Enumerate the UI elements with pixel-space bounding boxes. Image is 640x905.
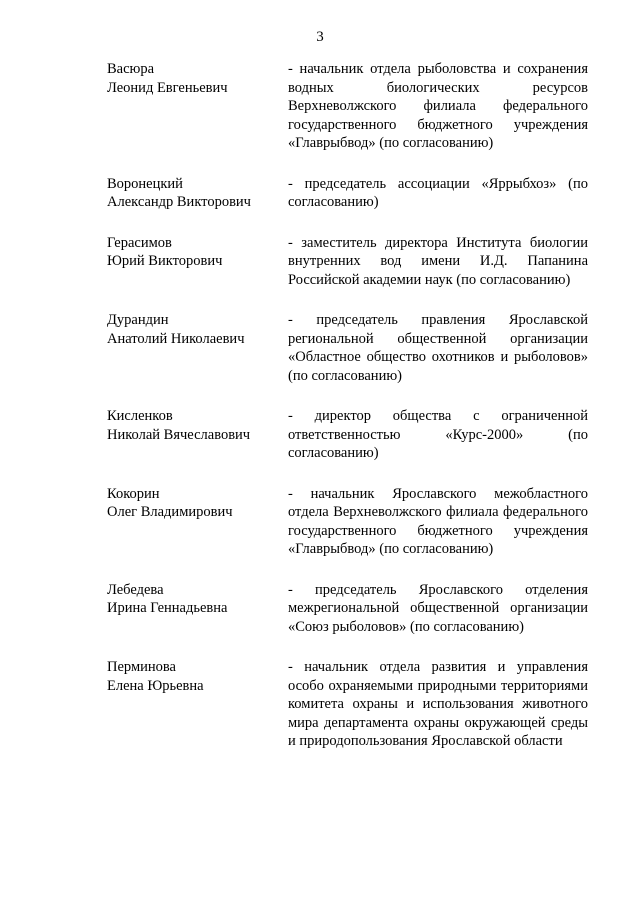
- member-role: - председатель Ярославского отделения межрегиональной общественной организации «Союз рыболовов» (по согласованию): [288, 581, 588, 635]
- member-surname: Кисленков: [107, 408, 173, 424]
- member-surname: Кокорин: [107, 485, 160, 502]
- member-given-names: Юрий Викторович: [107, 253, 223, 269]
- member-surname: Воронецкий: [107, 175, 183, 192]
- member-surname: Перминова: [107, 659, 176, 675]
- member-role: - председатель правления Ярославской региональной общественной организации «Областное общество охотников и рыболовов» (по согласованию): [288, 312, 588, 384]
- page-number: 3: [316, 29, 324, 45]
- member-name: [107, 485, 282, 559]
- member-entry: [107, 311, 588, 385]
- member-entry: [107, 658, 588, 751]
- member-given-names: Александр Викторович: [107, 194, 251, 210]
- member-name: [107, 407, 282, 463]
- member-surname: Лебедева: [107, 581, 164, 598]
- member-given-names: Николай Вячеславович: [107, 426, 251, 443]
- member-name: [107, 175, 282, 212]
- member-role: - председатель ассоциации «Яррыбхоз» (по согласованию): [288, 175, 588, 210]
- member-given-names: Анатолий Николаевич: [107, 330, 245, 347]
- member-name: [107, 581, 282, 637]
- member-entry: [107, 581, 588, 637]
- member-entry: [107, 234, 588, 290]
- member-name: [107, 60, 282, 153]
- member-entry: [107, 175, 588, 212]
- member-given-names: Ирина Геннадьевна: [107, 600, 228, 616]
- member-role: - начальник Ярославского межобластного отдела Верхневолжского филиала федерального государственного бюджетного учреждения «Главрыбвод» (по согласованию): [288, 485, 588, 557]
- member-surname: Васюра: [107, 61, 155, 77]
- member-name: [107, 311, 282, 385]
- member-roster: [107, 60, 588, 773]
- member-name: [107, 658, 282, 751]
- member-role: - начальник отдела рыболовства и сохранения водных биологических ресурсов Верхневолжского филиала федерального государственного бюджетного учреждения «Главрыбвод» (по согласованию): [288, 61, 588, 151]
- member-surname: Дурандин: [107, 312, 169, 328]
- member-given-names: Олег Владимирович: [107, 504, 233, 520]
- member-given-names: Леонид Евгеньевич: [107, 79, 228, 96]
- member-surname: Герасимов: [107, 234, 172, 251]
- member-name: [107, 234, 282, 290]
- member-role: - заместитель директора Института биологии внутренних вод имени И.Д. Папанина Российской академии наук (по согласованию): [288, 234, 588, 288]
- member-entry: [107, 60, 588, 153]
- member-entry: [107, 407, 588, 463]
- member-role: - директор общества с ограниченной ответственностью «Курс-2000» (по согласованию): [288, 408, 588, 461]
- member-entry: [107, 485, 588, 559]
- member-given-names: Елена Юрьевна: [107, 677, 204, 694]
- member-role: - начальник отдела развития и управления особо охраняемыми природными территориями комитета охраны и использования животного мира департамента охраны окружающей среды и природопользования Ярославской области: [288, 659, 588, 749]
